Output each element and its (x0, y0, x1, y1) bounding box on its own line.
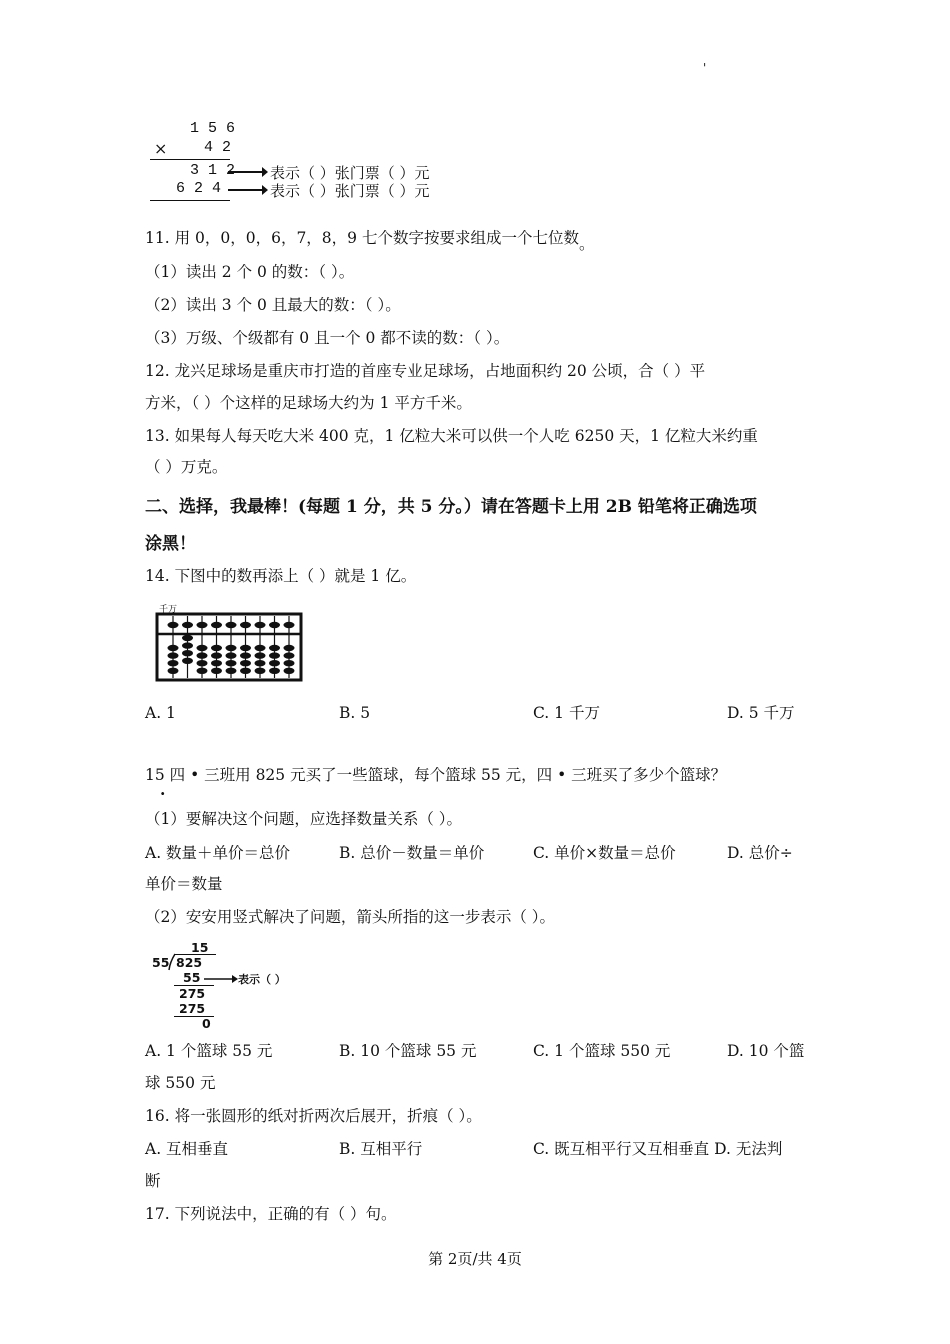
div-step-2: 275 (179, 986, 206, 1001)
abacus-lower-bead (197, 660, 208, 666)
page-mark: ' (703, 61, 707, 75)
abacus-lower-bead (211, 652, 222, 658)
q14-stem: 14. 下图中的数再添上（ ）就是 1 亿。 (145, 567, 417, 585)
abacus-lower-bead (168, 668, 179, 674)
multiplication-figure (148, 118, 508, 202)
abacus-lower-bead (255, 652, 266, 658)
q14-option-b[interactable]: B. 5 (339, 704, 371, 722)
abacus-lower-bead (240, 660, 251, 666)
q15-p2-option-c[interactable]: C. 1 个篮球 550 元 (533, 1042, 671, 1060)
abacus-lower-bead (211, 660, 222, 666)
abacus-lower-bead (168, 660, 179, 666)
q13-line-1: 13. 如果每人每天吃大米 400 克，1 亿粒大米可以供一个人吃 6250 天，1 亿粒大米约重 (145, 427, 758, 445)
q12-line-1: 12. 龙兴足球场是重庆市打造的首座专业足球场，占地面积约 20 公顷，合（ ）平 (145, 362, 706, 380)
abacus-lower-bead (226, 652, 237, 658)
q15-stem: 15 四 • 三班用 825 元买了一些篮球，每个篮球 55 元，四 • 三班买了多少个篮球？ (145, 766, 727, 784)
mult-line-2 (150, 200, 230, 201)
div-divisor: 55 (152, 955, 170, 970)
abacus-lower-bead (182, 658, 193, 664)
abacus-lower-bead (168, 652, 179, 658)
q15-part-2: （2）安安用竖式解决了问题，箭头所指的这一步表示（ ）。 (145, 908, 556, 926)
abacus-upper-bead (284, 622, 295, 628)
abacus-lower-bead (226, 645, 237, 651)
div-remainder: 0 (202, 1016, 211, 1031)
abacus-frame (155, 612, 305, 684)
mult-row2: 6 2 4 (176, 180, 222, 197)
abacus-figure (155, 602, 305, 684)
q11-part-2: （2）读出 3 个 0 且最大的数：（ ）。 (145, 296, 401, 314)
mult-second: 4 2 (204, 139, 232, 156)
abacus-lower-bead (197, 645, 208, 651)
q15-p2-option-a[interactable]: A. 1 个篮球 55 元 (145, 1042, 273, 1060)
abacus-lower-bead (255, 645, 266, 651)
mult-operator: × (154, 139, 168, 158)
q15-dot: . (160, 780, 166, 799)
abacus-lower-bead (197, 668, 208, 674)
q15-p2-wrap: 球 550 元 (145, 1074, 216, 1092)
q11-part-1: （1）读出 2 个 0 的数：（ ）。 (145, 263, 355, 281)
abacus-lower-bead (240, 645, 251, 651)
page-footer: 第 2页/共 4页 (428, 1250, 522, 1268)
q16-option-cd[interactable]: C. 既互相平行又互相垂直 D. 无法判 (533, 1140, 783, 1158)
abacus-lower-bead (168, 645, 179, 651)
abacus-upper-bead (226, 622, 237, 628)
section-2-heading-line-2: 涂黑！ (145, 534, 196, 554)
abacus-lower-bead (255, 668, 266, 674)
abacus-lower-bead (226, 668, 237, 674)
div-quotient: 15 (191, 940, 209, 955)
q15-p1-option-c[interactable]: C. 单价×数量＝总价 (533, 844, 676, 862)
mult-label-2: 表示（ ）张门票（ ）元 (270, 182, 430, 200)
abacus-lower-bead (269, 668, 280, 674)
q14-option-c[interactable]: C. 1 千万 (533, 704, 600, 722)
abacus-lower-bead (284, 652, 295, 658)
abacus-upper-bead (211, 622, 222, 628)
abacus-lower-bead (211, 668, 222, 674)
div-arrow-label: 表示（ ） (238, 973, 286, 986)
q16-stem: 16. 将一张圆形的纸对折两次后展开，折痕（ ）。 (145, 1107, 482, 1125)
mult-line-1 (150, 159, 230, 160)
mult-top: 1 5 6 (190, 120, 236, 137)
abacus-upper-bead (168, 622, 179, 628)
division-figure (150, 940, 320, 1032)
div-dividend: 825 (176, 955, 203, 970)
q12-line-2: 方米，（ ）个这样的足球场大约为 1 平方千米。 (145, 394, 472, 412)
abacus-lower-bead (211, 645, 222, 651)
abacus-lower-bead (182, 635, 193, 641)
q16-option-b[interactable]: B. 互相平行 (339, 1140, 423, 1158)
section-2-heading-line-1: 二、选择，我最棒！(每题 1 分，共 5 分。）请在答题卡上用 2B 铅笔将正确选项 (145, 497, 757, 517)
abacus-upper-bead (240, 622, 251, 628)
abacus-lower-bead (284, 668, 295, 674)
q11-stem (145, 228, 595, 253)
abacus-upper-bead (197, 622, 208, 628)
abacus-lower-bead (284, 660, 295, 666)
div-bracket (168, 953, 176, 971)
abacus-lower-bead (182, 642, 193, 648)
q11-part-3: （3）万级、个级都有 0 且一个 0 都不读的数：（ ）。 (145, 329, 510, 347)
abacus-lower-bead (182, 650, 193, 656)
abacus-lower-bead (240, 652, 251, 658)
mult-row1: 3 1 2 (190, 162, 236, 179)
q16-wrap: 断 (145, 1172, 161, 1190)
q11-stem-text: 11. 用 0，0，0，6，7，8，9 七个数字按要求组成一个七位数 (145, 229, 579, 247)
q15-p2-option-b[interactable]: B. 10 个篮球 55 元 (339, 1042, 477, 1060)
mult-label-1: 表示（ ）张门票（ ）元 (270, 164, 430, 182)
abacus-upper-bead (182, 622, 193, 628)
abacus-lower-bead (197, 652, 208, 658)
q13-line-2: （ ）万克。 (145, 458, 228, 476)
abacus-lower-bead (269, 652, 280, 658)
q14-option-d[interactable]: D. 5 千万 (727, 704, 795, 722)
q16-option-a[interactable]: A. 互相垂直 (145, 1140, 229, 1158)
q15-part-1: （1）要解决这个问题，应选择数量关系（ ）。 (145, 810, 463, 828)
q17-stem: 17. 下列说法中，正确的有（ ）句。 (145, 1205, 397, 1223)
abacus-lower-bead (240, 668, 251, 674)
abacus-lower-bead (284, 645, 295, 651)
q15-p1-option-b[interactable]: B. 总价－数量＝单价 (339, 844, 485, 862)
arrow-icon (228, 164, 268, 200)
q15-p1-option-a[interactable]: A. 数量＋单价＝总价 (145, 844, 291, 862)
abacus-lower-bead (269, 645, 280, 651)
abacus-lower-bead (255, 660, 266, 666)
abacus-upper-bead (269, 622, 280, 628)
abacus-lower-bead (226, 660, 237, 666)
q15-p1-option-d[interactable]: D. 总价÷ (727, 844, 793, 862)
q15-p2-option-d[interactable]: D. 10 个篮 (727, 1042, 805, 1060)
abacus-lower-bead (269, 660, 280, 666)
div-step-3: 275 (179, 1001, 206, 1016)
div-step-1: 55 (183, 970, 201, 985)
abacus-upper-bead (255, 622, 266, 628)
q14-option-a[interactable]: A. 1 (145, 704, 176, 722)
arrow-icon (204, 973, 238, 985)
q15-p1-wrap: 单价＝数量 (145, 875, 223, 893)
abacus-label: 千万 (159, 605, 178, 615)
q11-stem-end: 。 (578, 235, 595, 253)
